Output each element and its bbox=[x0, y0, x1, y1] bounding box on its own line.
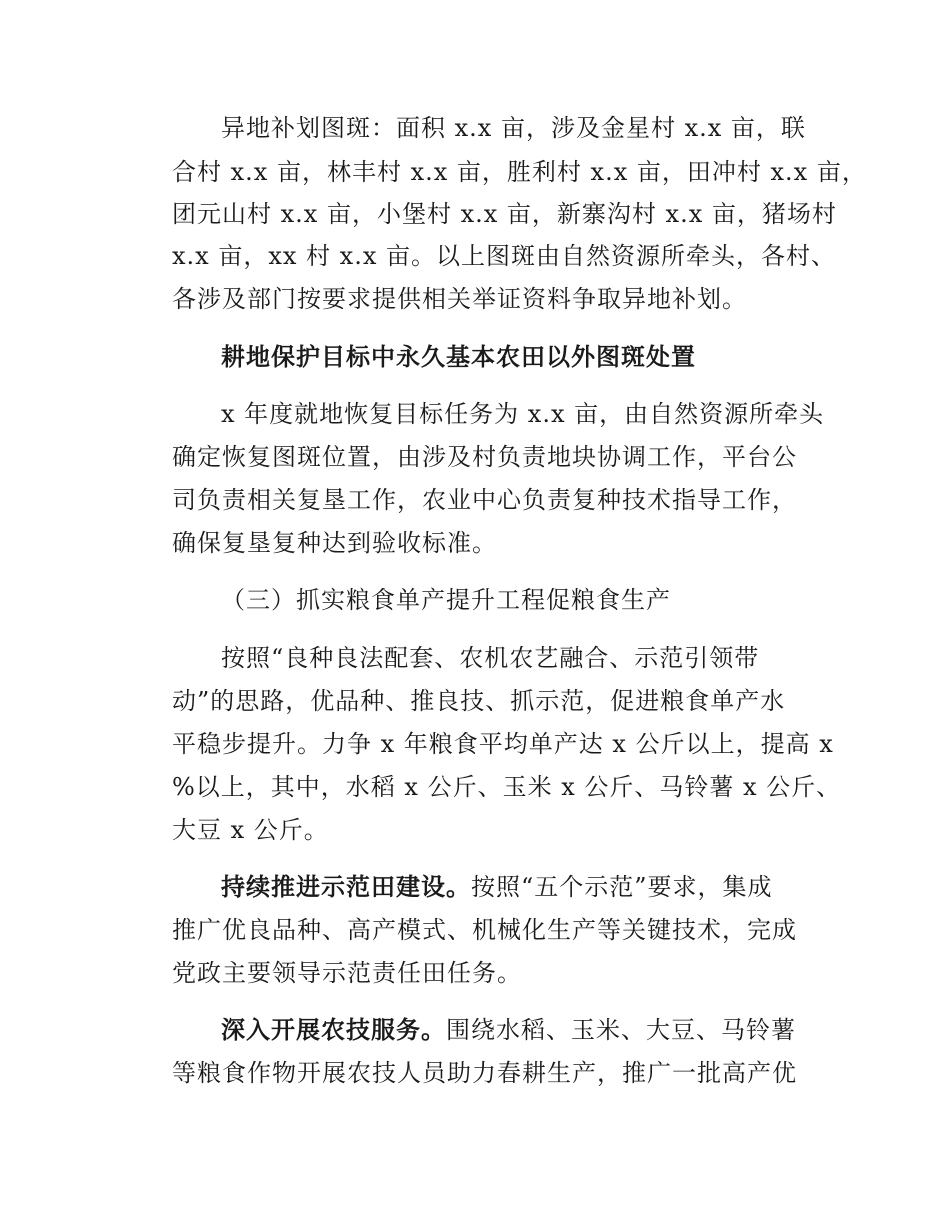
para5-first-rest: 围绕水稻、玉米、大豆、马铃薯 bbox=[446, 1016, 796, 1044]
para4-first-rest: 按照“五个示范”要求，集成 bbox=[471, 873, 773, 901]
para1-line-1: 异地补划图斑：面积 x.x 亩，涉及金星村 x.x 亩，联 bbox=[221, 114, 806, 142]
para2-line-4: 确保复垦复种达到验收标准。 bbox=[172, 529, 497, 557]
para4-lead: 持续推进示范田建设。 bbox=[221, 873, 471, 901]
para1-line-5: 各涉及部门按要求提供相关举证资料争取异地补划。 bbox=[172, 285, 747, 313]
para1-line-2: 合村 x.x 亩，林丰村 x.x 亩，胜利村 x.x 亩，田冲村 x.x 亩， bbox=[172, 158, 867, 186]
para1-line-4: x.x 亩，xx 村 x.x 亩。以上图斑由自然资源所牵头，各村、 bbox=[172, 242, 836, 270]
para4-line-2: 推广优良品种、高产模式、机械化生产等关键技术，完成 bbox=[172, 916, 797, 944]
para2-line-3: 司负责相关复垦工作，农业中心负责复种技术指导工作， bbox=[172, 486, 797, 514]
subsection-heading: （三）抓实粮食单产提升工程促粮食生产 bbox=[221, 586, 671, 614]
para5-line-2: 等粮食作物开展农技人员助力春耕生产，推广一批高产优 bbox=[172, 1059, 797, 1087]
para2-line-1: x 年度就地恢复目标任务为 x.x 亩，由自然资源所牵头 bbox=[221, 400, 825, 428]
para3-line-4: %以上，其中，水稻 x 公斤、玉米 x 公斤、马铃薯 x 公斤、 bbox=[172, 773, 842, 801]
para4-line-1 bbox=[221, 872, 850, 902]
para3-line-1: 按照“良种良法配套、农机农艺融合、示范引领带 bbox=[221, 644, 760, 672]
para5-lead: 深入开展农技服务。 bbox=[221, 1016, 446, 1044]
para5-line-1 bbox=[221, 1015, 850, 1045]
para1-line-3: 团元山村 x.x 亩，小堡村 x.x 亩，新寨沟村 x.x 亩，猪场村 bbox=[172, 200, 837, 228]
para3-line-3: 平稳步提升。力争 x 年粮食平均单产达 x 公斤以上，提高 x bbox=[172, 730, 834, 758]
section-heading: 耕地保护目标中永久基本农田以外图斑处置 bbox=[221, 343, 696, 371]
para3-line-2: 动”的思路，优品种、推良技、抓示范，促进粮食单产水 bbox=[172, 687, 786, 715]
para4-line-3: 党政主要领导示范责任田任务。 bbox=[172, 959, 522, 987]
para2-line-2: 确定恢复图斑位置，由涉及村负责地块协调工作，平台公 bbox=[172, 443, 797, 471]
para3-line-5: 大豆 x 公斤。 bbox=[172, 816, 329, 844]
